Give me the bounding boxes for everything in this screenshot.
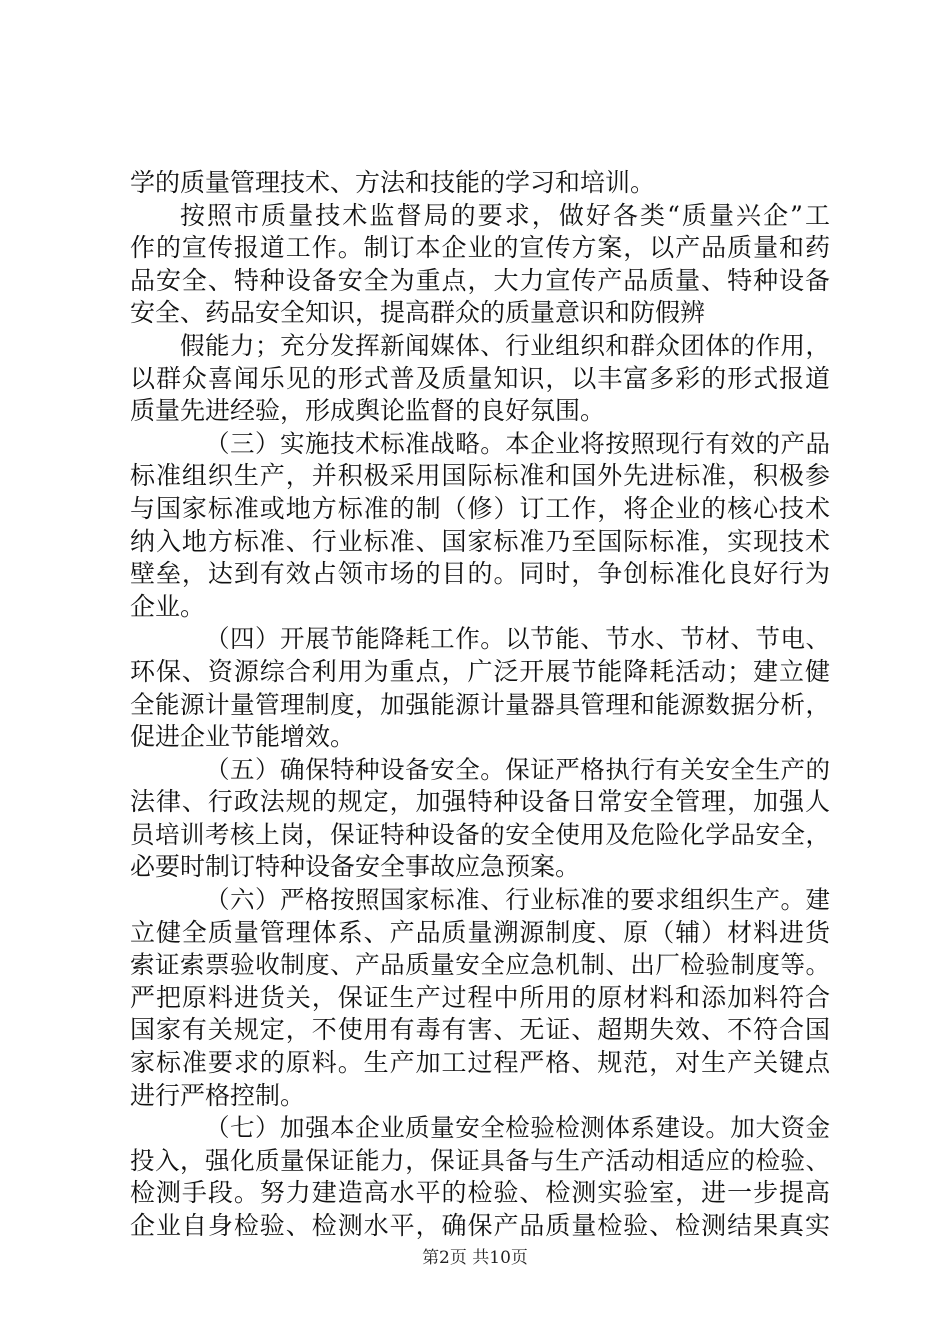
text-line: （五）确保特种设备安全。保证严格执行有关安全生产的	[205, 754, 830, 784]
text-line: 家标准要求的原料。生产加工过程严格、规范，对生产关键点	[130, 1048, 830, 1078]
text-line: 环保、资源综合利用为重点，广泛开展节能降耗活动；建立健	[130, 656, 830, 686]
text-line: 以群众喜闻乐见的形式普及质量知识，以丰富多彩的形式报道	[130, 363, 830, 393]
text-line: 员培训考核上岗，保证特种设备的安全使用及危险化学品安全，	[130, 819, 830, 849]
document-body	[130, 167, 830, 1243]
text-line: 立健全质量管理体系、产品质量溯源制度、原（辅）材料进货	[130, 917, 830, 947]
text-line: 严把原料进货关，保证生产过程中所用的原材料和添加料符合	[130, 982, 830, 1012]
text-line: 进行严格控制。	[130, 1080, 306, 1110]
text-line: 企业自身检验、检测水平，确保产品质量检验、检测结果真实	[130, 1211, 830, 1240]
text-line: 必要时制订特种设备安全事故应急预案。	[130, 852, 581, 882]
text-line: 作的宣传报道工作。制订本企业的宣传方案，以产品质量和药	[130, 233, 830, 263]
text-line: 质量先进经验，形成舆论监督的良好氛围。	[130, 396, 606, 426]
text-line: 法律、行政法规的规定，加强特种设备日常安全管理，加强人	[130, 787, 830, 817]
page-footer: 第2页 共10页	[422, 1248, 528, 1268]
text-line: （三）实施技术标准战略。本企业将按照现行有效的产品	[205, 428, 830, 458]
text-line: 纳入地方标准、行业标准、国家标准乃至国际标准，实现技术	[130, 526, 830, 556]
text-line: 学的质量管理技术、方法和技能的学习和培训。	[130, 168, 656, 197]
text-line: （六）严格按照国家标准、行业标准的要求组织生产。建	[205, 885, 830, 915]
text-line: 按照市质量技术监督局的要求，做好各类“质量兴企”工	[180, 200, 830, 230]
text-line: 品安全、特种设备安全为重点，大力宣传产品质量、特种设备	[130, 265, 830, 295]
text-line: 安全、药品安全知识，提高群众的质量意识和防假辨	[130, 298, 706, 328]
text-line: 企业。	[130, 591, 206, 621]
text-line: 检测手段。努力建造高水平的检验、检测实验室，进一步提高	[130, 1178, 830, 1208]
text-line: （四）开展节能降耗工作。以节能、节水、节材、节电、	[205, 624, 830, 654]
text-line: 索证索票验收制度、产品质量安全应急机制、出厂检验制度等。	[130, 950, 830, 980]
text-line: 促进企业节能增效。	[130, 722, 356, 752]
text-line: 标准组织生产，并积极采用国际标准和国外先进标准，积极参	[130, 461, 830, 491]
text-line: 全能源计量管理制度，加强能源计量器具管理和能源数据分析，	[130, 689, 830, 719]
text-line: 与国家标准或地方标准的制（修）订工作，将企业的核心技术	[130, 493, 830, 523]
text-line: 假能力；充分发挥新闻媒体、行业组织和群众团体的作用，	[180, 330, 830, 360]
text-line: 投入，强化质量保证能力，保证具备与生产活动相适应的检验、	[130, 1145, 830, 1175]
text-line: （七）加强本企业质量安全检验检测体系建设。加大资金	[205, 1113, 830, 1143]
text-line: 国家有关规定，不使用有毒有害、无证、超期失效、不符合国	[130, 1015, 830, 1045]
text-line: 壁垒，达到有效占领市场的目的。同时，争创标准化良好行为	[130, 559, 830, 589]
